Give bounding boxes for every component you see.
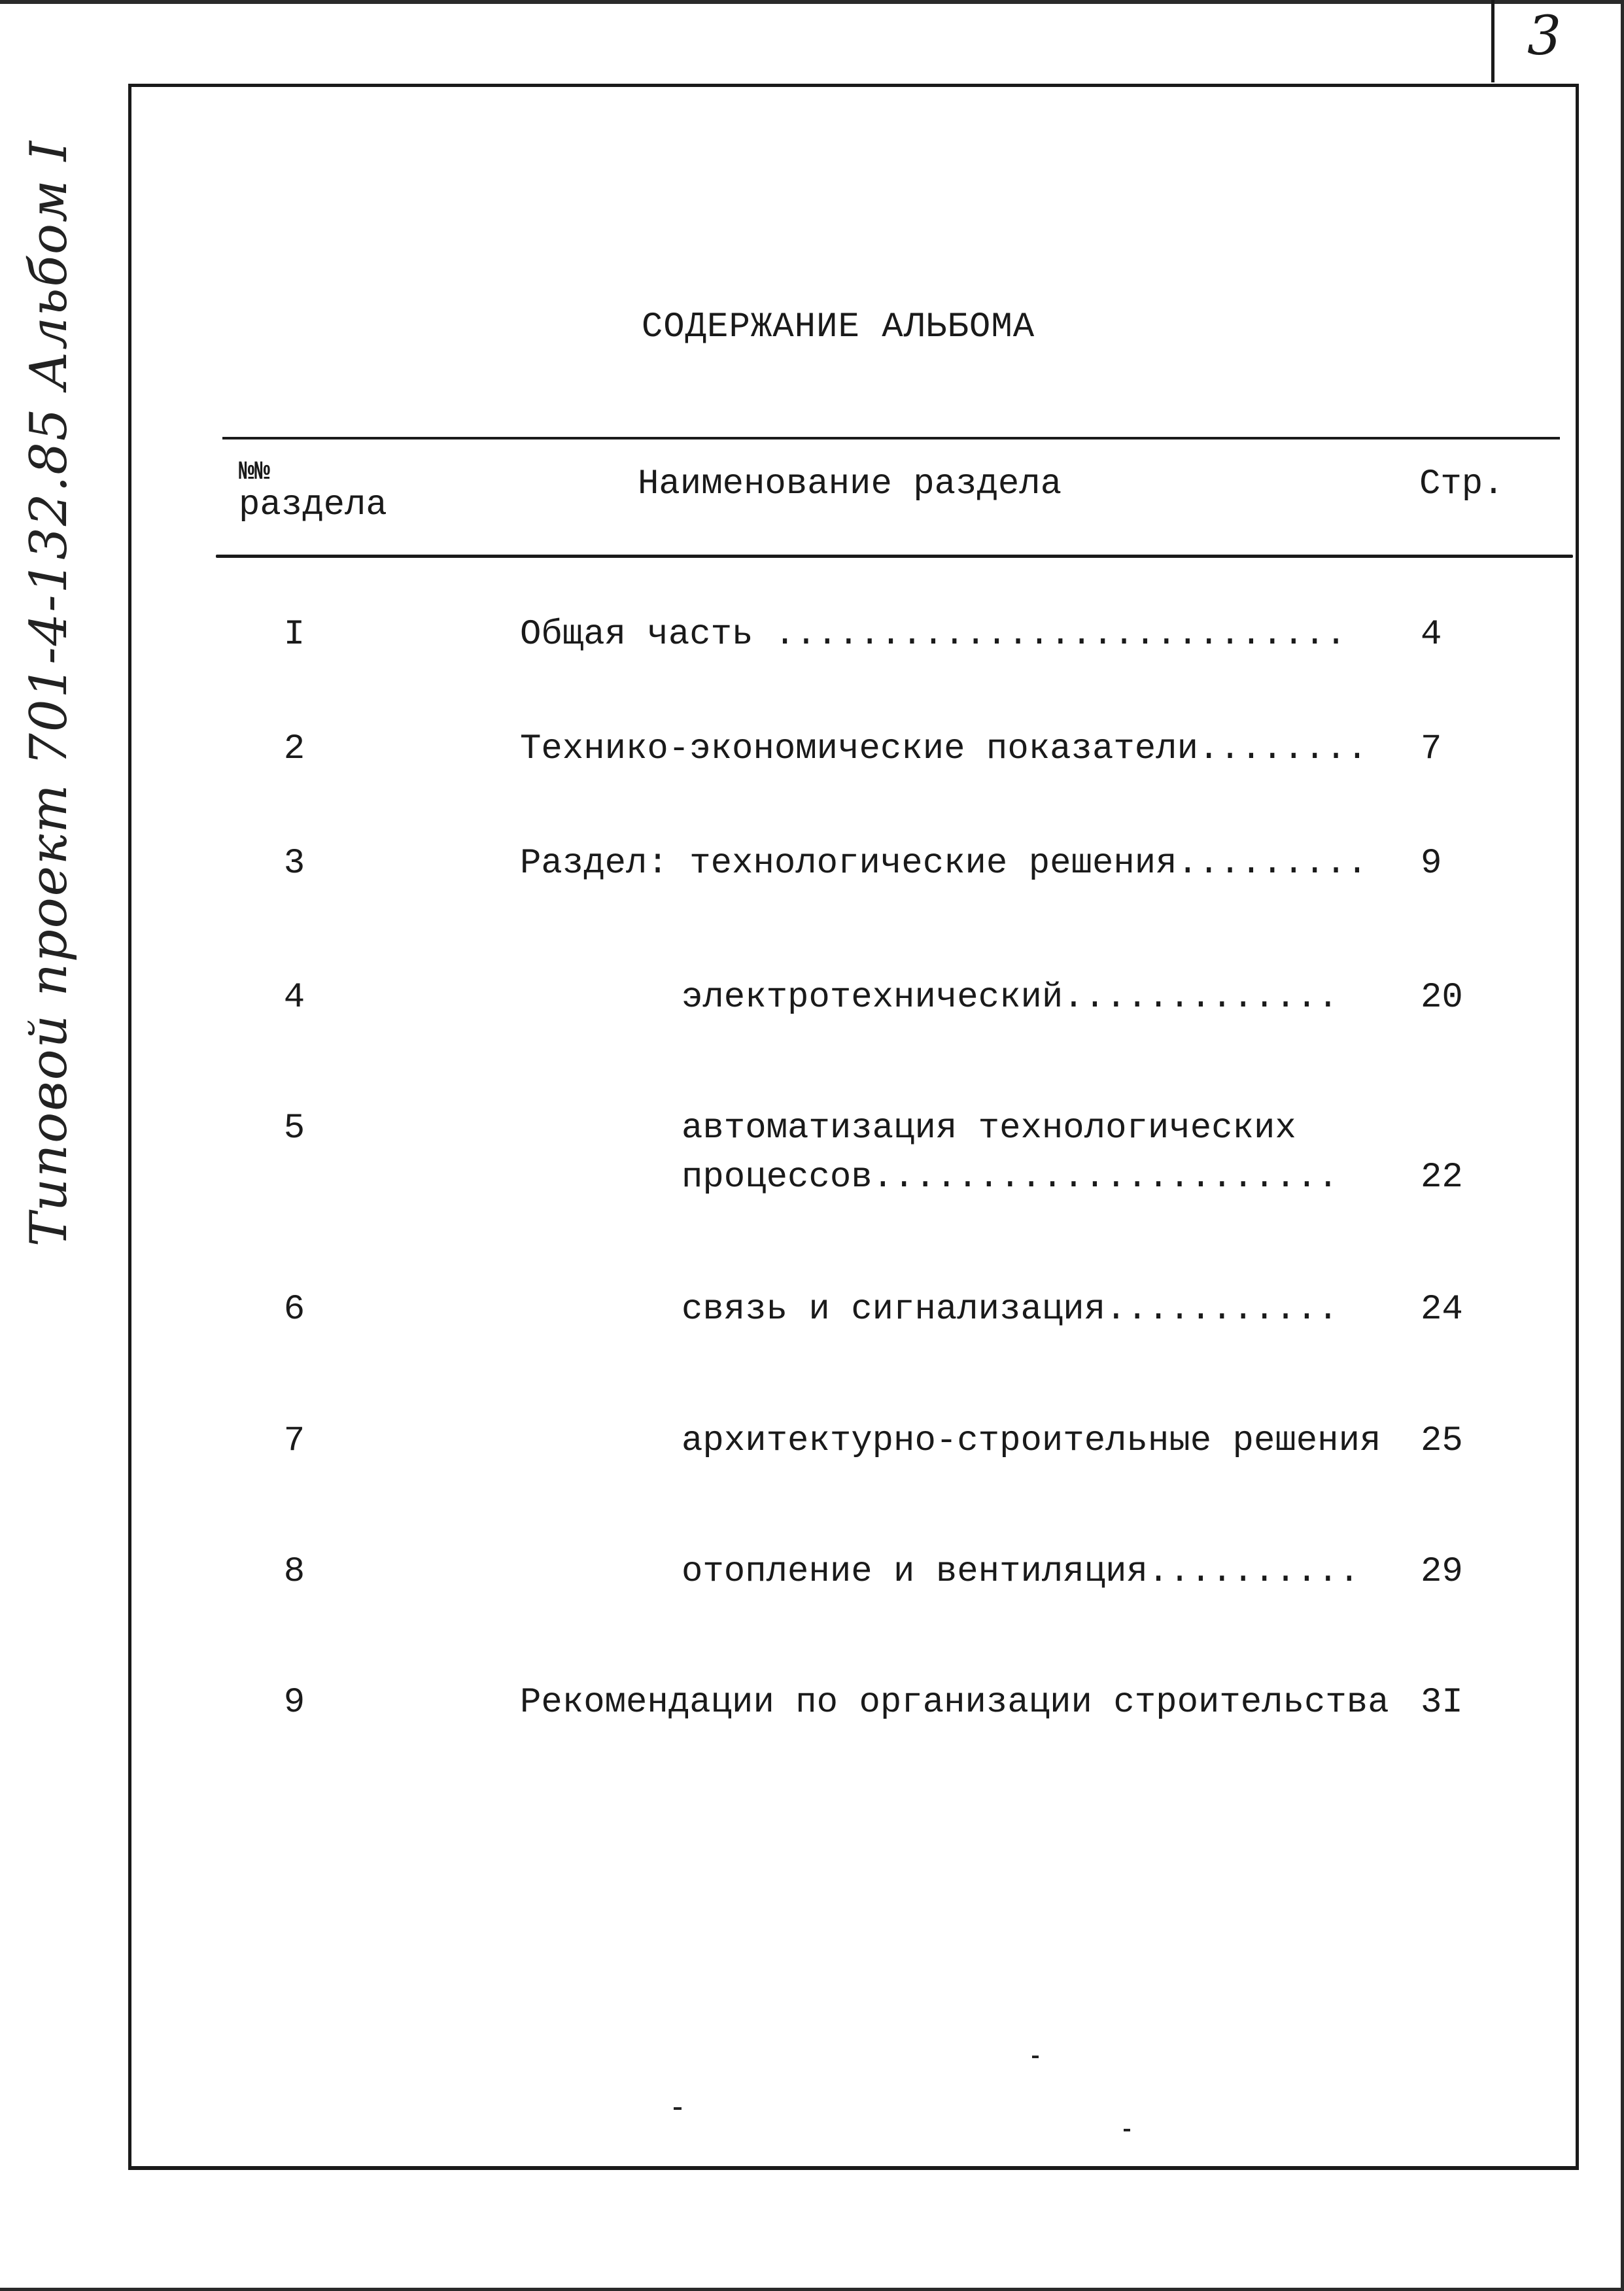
- row-title: Технико-экономические показатели........: [520, 729, 1368, 769]
- row-title: электротехнический.............: [682, 978, 1339, 1018]
- row-page: 25: [1421, 1421, 1463, 1461]
- row-page: 20: [1421, 978, 1463, 1018]
- row-title: связь и сигнализация...........: [682, 1290, 1339, 1330]
- row-page: 24: [1421, 1290, 1463, 1330]
- row-title: отопление и вентиляция..........: [682, 1552, 1360, 1592]
- row-number: 5: [283, 1109, 305, 1148]
- row-title-continuation: процессов......................: [682, 1158, 1339, 1197]
- page-title: СОДЕРЖАНИЕ АЛЬБОМА: [641, 307, 1035, 347]
- page-number: 3: [1527, 5, 1562, 67]
- row-number: 9: [283, 1683, 305, 1723]
- header-page-label: Стр.: [1419, 464, 1504, 504]
- row-title: Общая часть ...........................: [520, 615, 1347, 655]
- row-page: 7: [1421, 729, 1442, 769]
- row-title: автоматизация технологических: [682, 1109, 1296, 1148]
- header-number-symbol: №№: [239, 458, 271, 487]
- row-number: I: [283, 615, 305, 655]
- table-header-bottom-rule: [216, 555, 1573, 558]
- row-title: Рекомендации по организации строительства: [520, 1683, 1389, 1723]
- sheet-bottom-edge: [0, 2288, 1624, 2291]
- scan-speck: [674, 2107, 682, 2110]
- side-stamp-handwritten: Типовой проект 701-4-132.85 Альбом I: [20, 139, 78, 1247]
- row-number: 8: [283, 1552, 305, 1592]
- row-title: Раздел: технологические решения.........: [520, 844, 1368, 884]
- row-page: 22: [1421, 1158, 1463, 1197]
- row-page: 3I: [1421, 1683, 1463, 1723]
- row-number: 6: [283, 1290, 305, 1330]
- row-number: 2: [283, 729, 305, 769]
- sheet-top-edge: [0, 0, 1624, 4]
- row-page: 4: [1421, 615, 1442, 655]
- table-header-top-rule: [222, 437, 1560, 439]
- row-page: 29: [1421, 1552, 1463, 1592]
- scan-speck: [1032, 2056, 1039, 2058]
- header-section-name: Наименование раздела: [638, 464, 1062, 504]
- row-number: 3: [283, 844, 305, 884]
- header-number-label: раздела: [239, 485, 387, 525]
- row-number: 4: [283, 978, 305, 1018]
- row-page: 9: [1421, 844, 1442, 884]
- scan-speck: [1124, 2129, 1130, 2131]
- row-number: 7: [283, 1421, 305, 1461]
- row-title: архитектурно-строительные решения: [682, 1421, 1381, 1461]
